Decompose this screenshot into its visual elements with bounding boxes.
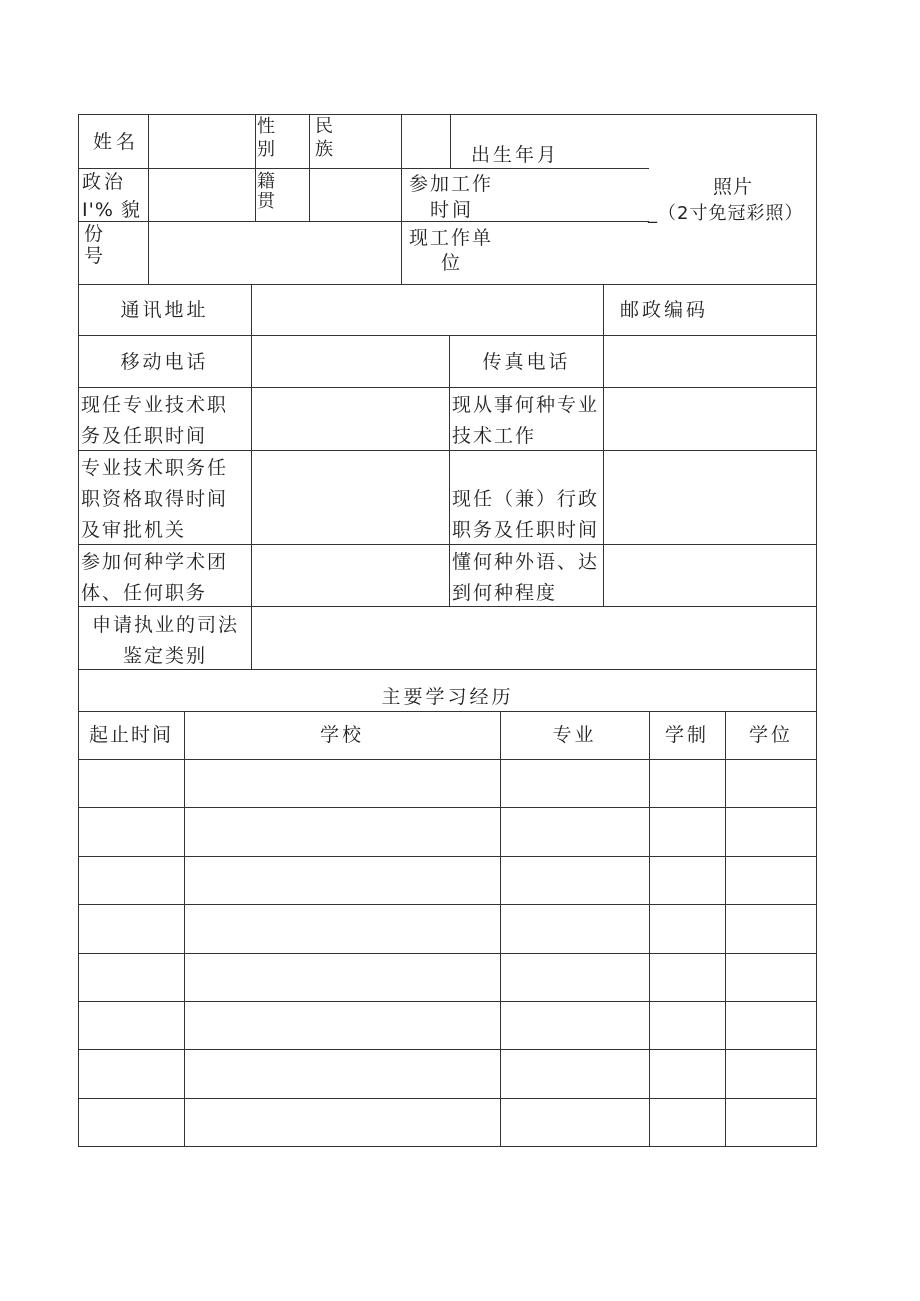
admin-post-label-2: 职务及任职时间 [452,519,600,541]
table-row-divider [78,1049,817,1050]
ethnicity-label-2: 族 [315,139,334,160]
language-label-2: 到何种程度 [452,582,558,604]
table-row-divider [78,1098,817,1099]
divider [449,335,450,606]
divider [78,544,817,545]
divider [78,711,817,712]
divider [78,387,817,388]
divider [450,114,451,168]
table-row-divider [78,953,817,954]
language-label-1: 懂何种外语、达 [452,551,600,573]
gender-label-2: 别 [257,139,276,160]
association-label-2: 体、任何职务 [81,582,208,604]
gender-label-1: 性 [257,116,276,137]
divider [78,335,817,336]
divider [500,711,501,1147]
birth-date-label: 出生年月 [471,144,560,166]
work-start-label-1: 参加工作 [409,173,494,195]
fax-label: 传真电话 [482,351,571,373]
divider [78,284,817,285]
mobile-label: 移动电话 [120,351,209,373]
political-label-2: I'% 貌 [82,199,141,221]
qualification-label-2: 职资格取得时间 [81,488,229,510]
address-label: 通讯地址 [120,299,209,321]
tech-post-label-1: 现任专业技术职 [81,394,229,416]
work-start-label-2: 时间 [430,199,475,221]
postcode-label: 邮政编码 [619,299,708,321]
name-label: 姓名 [93,131,140,153]
divider [184,711,185,1147]
table-row-divider [78,856,817,857]
tech-work-label-2: 技术工作 [452,425,537,447]
table-row-divider [78,904,817,905]
table-row-divider [78,1001,817,1002]
divider [725,711,726,1147]
edu-header-major: 专业 [552,724,597,746]
divider [148,114,149,284]
divider [251,284,252,669]
divider [649,711,650,1147]
divider [309,114,310,221]
divider [78,168,649,169]
association-label-1: 参加何种学术团 [81,551,229,573]
edu-header-duration: 学制 [664,724,709,746]
table-row-divider [78,807,817,808]
id-label-1: 份 [84,223,105,245]
qualification-label-3: 及审批机关 [81,519,187,541]
education-section-title: 主要学习经历 [381,686,514,708]
photo-label: 照片 [712,176,753,198]
photo-note: _（2寸免冠彩照） [648,203,804,224]
admin-post-label-1: 现任（兼）行政 [452,488,600,510]
apply-category-label-1: 申请执业的司法 [92,614,240,636]
divider [78,221,649,222]
current-unit-label-1: 现工作单 [409,227,494,249]
ethnicity-label-1: 民 [315,116,334,137]
edu-header-degree: 学位 [748,724,793,746]
qualification-label-1: 专业技术职务任 [81,457,229,479]
divider [603,335,604,606]
edu-header-period: 起止时间 [88,724,173,746]
divider [401,114,402,284]
edu-header-school: 学校 [319,724,364,746]
divider [255,114,256,221]
political-label-1: 政治 [82,171,127,193]
current-unit-label-2: 位 [441,252,462,274]
id-label-2: 号 [84,245,105,267]
tech-work-label-1: 现从事何种专业 [452,394,600,416]
native-place-label-1: 籍 [257,171,276,192]
table-row-divider [78,759,817,760]
apply-category-label-2: 鉴定类别 [123,645,208,667]
tech-post-label-2: 务及任职时间 [81,425,208,447]
native-place-label-2: 贯 [257,191,276,212]
